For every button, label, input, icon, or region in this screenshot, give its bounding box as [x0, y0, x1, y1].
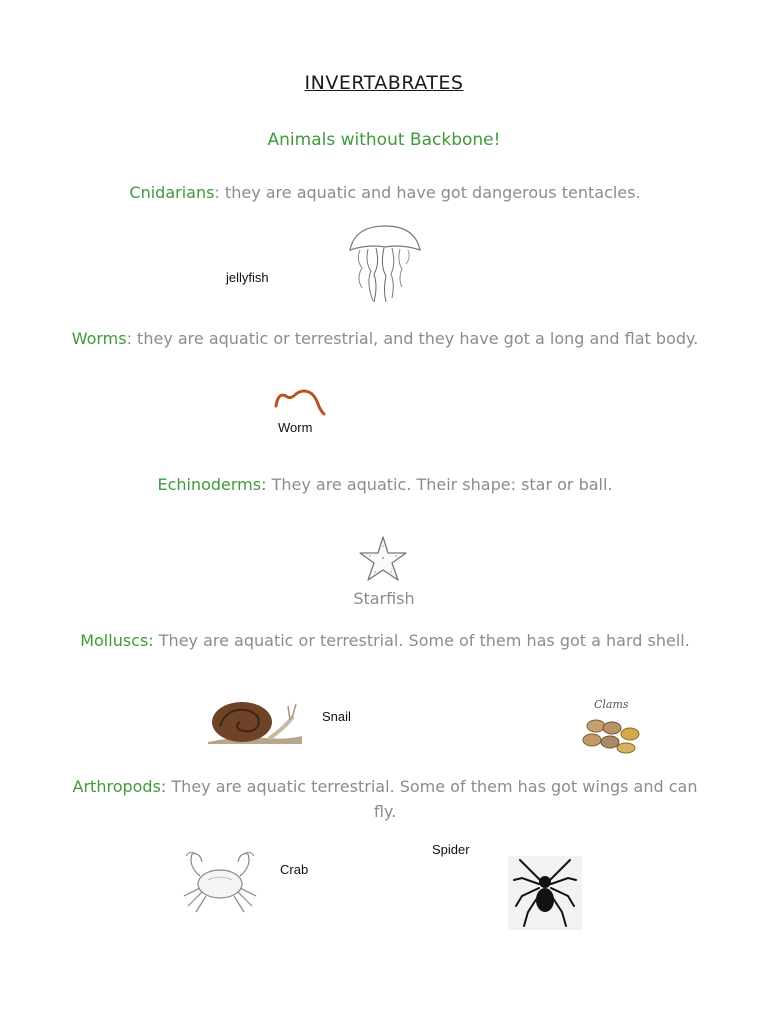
crab-illustration [174, 846, 266, 918]
spider-illustration [508, 856, 582, 930]
clams-illustration [578, 698, 644, 756]
section-cnidarians [70, 180, 700, 205]
crab-caption: Crab [280, 862, 309, 877]
section-worms [70, 326, 700, 351]
section-text: They are aquatic. Their shape: star or ball. [266, 475, 613, 494]
worm-illustration [272, 386, 328, 418]
section-text: They are aquatic or terrestrial. Some of them has got a hard shell. [153, 631, 690, 650]
section-term: Cnidarians [129, 183, 215, 202]
section-echinoderms [70, 472, 700, 497]
section-arthropods [70, 774, 700, 824]
jellyfish-illustration [340, 222, 430, 306]
spider-caption: Spider [432, 842, 470, 857]
worm-caption: Worm [278, 420, 313, 435]
section-term: Worms [71, 329, 127, 348]
page-subtitle: Animals without Backbone! [267, 130, 501, 150]
clams-caption: Clams [594, 698, 629, 711]
section-molluscs [70, 628, 700, 653]
section-text: They are aquatic terrestrial. Some of them has got wings and can fly. [166, 777, 698, 821]
section-term: Echinoderms: [157, 475, 267, 494]
section-term: Molluscs: [80, 631, 154, 650]
section-term: Arthropods: [72, 777, 167, 796]
section-text: : they are aquatic or terrestrial, and they have got a long and flat body. [126, 329, 699, 348]
snail-caption: Snail [322, 709, 351, 724]
snail-illustration [206, 698, 306, 746]
section-text: : they are aquatic and have got dangerous tentacles. [214, 183, 641, 202]
jellyfish-caption: jellyfish [226, 270, 269, 285]
starfish-illustration [356, 534, 410, 584]
starfish-caption: Starfish [353, 589, 415, 608]
page-title: INVERTABRATES [304, 72, 464, 94]
